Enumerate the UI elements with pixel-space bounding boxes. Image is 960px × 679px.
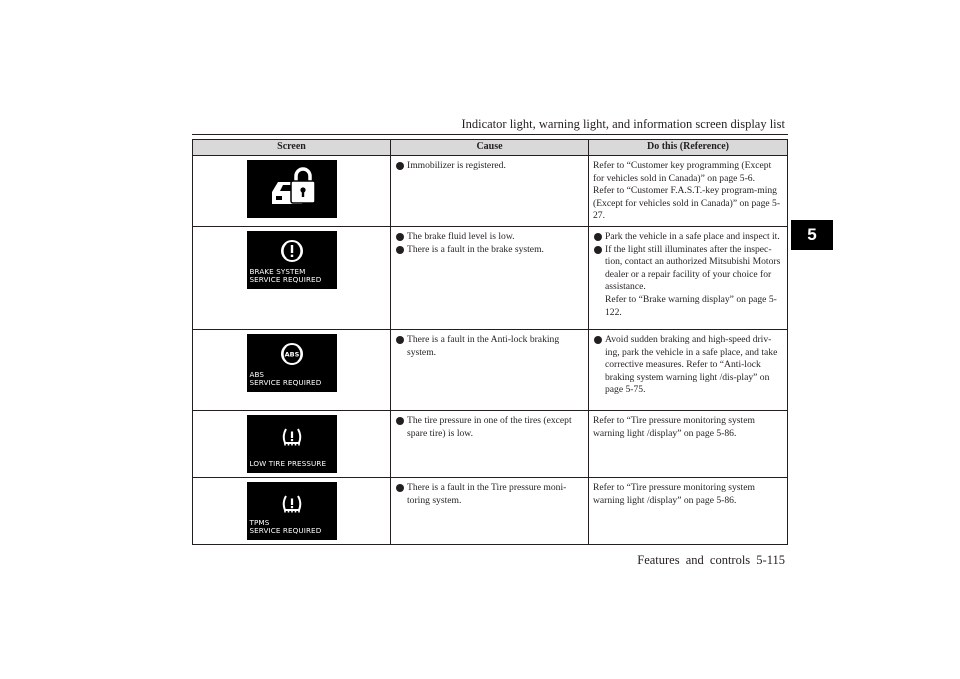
remedy-cell [589,226,788,329]
svg-text:ABS: ABS [284,350,299,359]
display-message-line: SERVICE REQUIRED [249,526,322,536]
cause-item: There is a fault in the Tire pressure moni-toring system. [395,482,584,507]
column-header-remedy: Do this (Reference) [589,140,788,156]
display-message [250,519,322,536]
screen-cell [193,410,391,477]
table-header-row [193,140,788,156]
remedy-item: Refer to “Tire pressure monitoring system warning light /display” on page 5-86. [593,481,755,506]
remedy-cell [589,329,788,410]
remedy-item: If the light still illuminates after the inspec-tion, contact an authorized Mitsubishi Motors dealer or a repair facility of your choice for assistance. [593,244,783,294]
display-message [250,268,322,285]
display-message-line: LOW TIRE PRESSURE [249,459,327,469]
cause-item: There is a fault in the brake system. [395,244,584,257]
cause-item: The brake fluid level is low. [395,231,584,244]
header-rule [192,134,788,135]
display-message-line: ABS [249,369,265,379]
cause-cell [391,226,589,329]
remedy-cell [589,477,788,544]
screen-cell [193,226,391,329]
cause-cell [391,477,589,544]
remedy-item: Refer to “Customer key programming (Except for vehicles sold in Canada)” on page 5-6. [593,160,772,184]
table-body [193,156,788,545]
display-message-line: BRAKE SYSTEM [249,266,306,276]
remedy-item: Avoid sudden braking and high-speed driv-ing, park the vehicle in a safe place, and take corrective measures. Refer to “Anti-lock braking system warning light /dis-play” on page 5-75. [593,334,783,397]
column-header-cause: Cause [391,140,589,156]
indicator-table [192,139,788,545]
display-screen [247,334,337,392]
remedy-cell [589,156,788,227]
cause-item: There is a fault in the Anti-lock braking system. [395,334,584,359]
table-row [193,410,788,477]
page-footer [637,553,785,568]
chapter-tab: 5 [791,220,833,250]
display-screen [247,231,337,289]
display-message-line: SERVICE REQUIRED [249,275,322,285]
footer-section: Features and controls [637,553,751,567]
footer-page-number: 5-115 [756,553,785,567]
display-screen [247,482,337,540]
cause-cell [391,329,589,410]
remedy-item: Park the vehicle in a safe place and inspect it. [593,231,783,244]
cause-cell [391,410,589,477]
remedy-item: Refer to “Brake warning display” on page 5-122. [605,293,777,318]
display-message-line: SERVICE REQUIRED [249,378,322,388]
table-row [193,477,788,544]
remedy-item: Refer to “Tire pressure monitoring system warning light /display” on page 5-86. [593,414,755,439]
screen-cell [193,156,391,227]
screen-cell [193,329,391,410]
table-row [193,329,788,410]
display-message [250,371,322,388]
cause-item: Immobilizer is registered. [395,160,584,173]
display-message [250,460,327,469]
table-row [193,226,788,329]
display-screen [247,160,337,218]
remedy-item: Refer to “Customer F.A.S.T.-key program-ming (Except for vehicles sold in Canada)” on page 5-27. [593,185,781,222]
table-row [193,156,788,227]
column-header-screen: Screen [193,140,391,156]
cause-cell [391,156,589,227]
display-screen [247,415,337,473]
screen-cell [193,477,391,544]
cause-item: The tire pressure in one of the tires (except spare tire) is low. [395,415,584,440]
page-header-title: Indicator light, warning light, and information screen display list [461,117,785,131]
remedy-cell [589,410,788,477]
display-message-line: TPMS [249,517,270,527]
